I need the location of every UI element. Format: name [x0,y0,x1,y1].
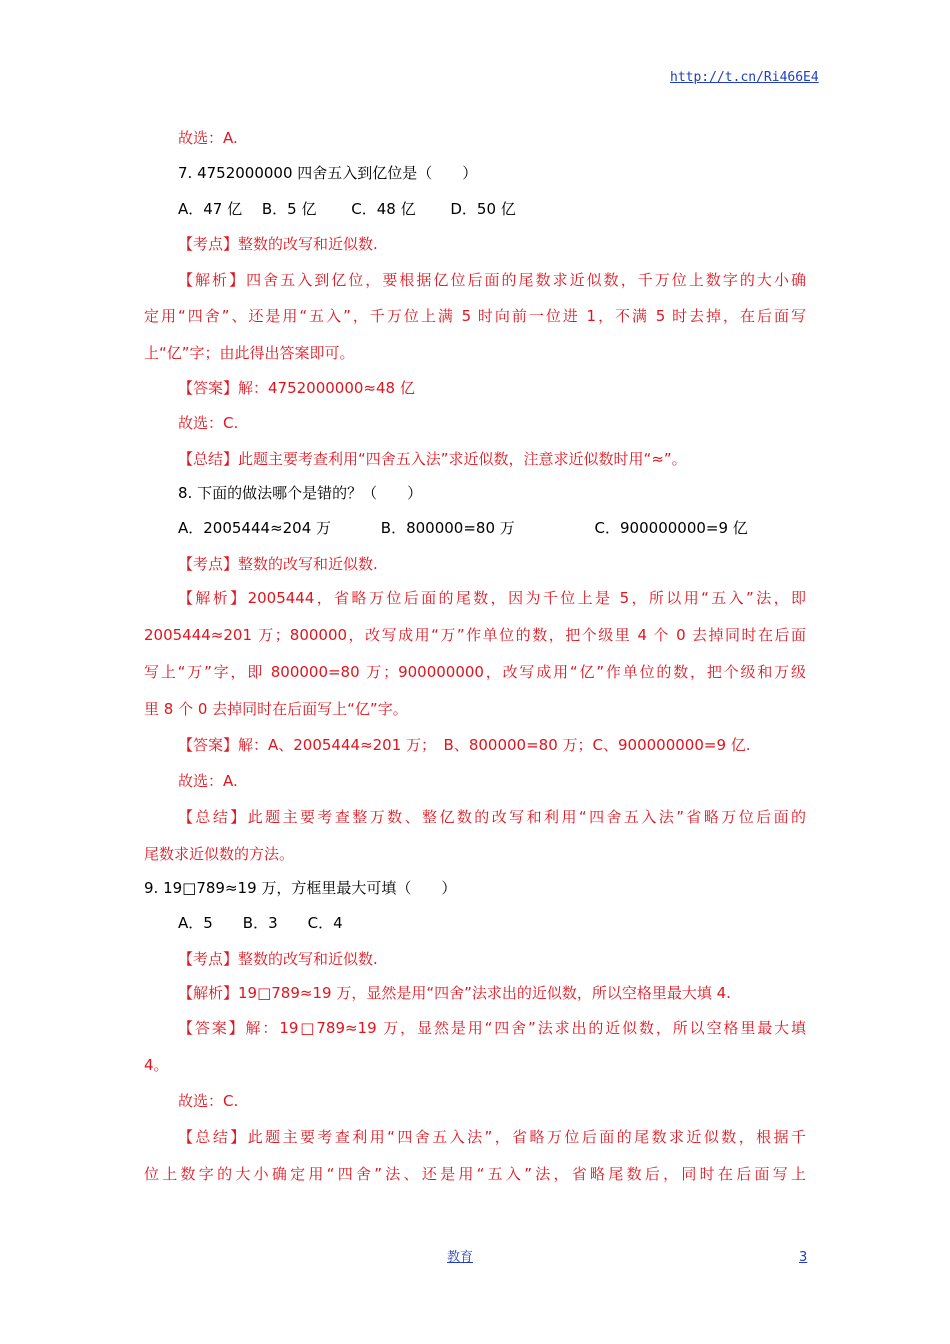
text-line: 故选：C. [178,414,239,432]
text-line: 4。 [144,1056,169,1074]
text-line: 【总结】此题主要考查利用“四舍五入法”求近似数，注意求近似数时用“≈”。 [178,450,687,468]
text-line: 尾数求近似数的方法。 [144,845,295,863]
text-line: 【解析】19□789≈19 万，显然是用“四舍”法求出的近似数，所以空格里最大填 4. [178,984,731,1002]
text-line: 位上数字的大小确定用“四舍”法、还是用“五入”法，省略尾数后，同时在后面写上 [144,1165,806,1183]
text-line: 写上“万”字，即 800000=80 万；900000000，改写成用“亿”作单位的数，把个级和万级 [144,663,806,681]
question-7: 7. 4752000000 四舍五入到亿位是（ ） [178,164,478,182]
text-line: 【解析】四舍五入到亿位，要根据亿位后面的尾数求近似数，千万位上数字的大小确 [178,271,806,289]
text-line: 【考点】整数的改写和近似数. [178,555,378,573]
text-line: 定用“四舍”、还是用“五入”，千万位上满 5 时向前一位进 1，不满 5 时去掉，在后面写 [144,307,806,325]
text-line: 【考点】整数的改写和近似数. [178,950,378,968]
text-line: 故选：C. [178,1092,239,1110]
text-line: 故选：A. [178,772,238,790]
header-url[interactable]: http://t.cn/Ri466E4 [670,70,819,85]
text-line: 【解析】2005444，省略万位后面的尾数，因为千位上是 5，所以用“五入”法，即 [178,589,806,607]
question-8-options: A．2005444≈204 万 B．800000=80 万 C．900000000=9 亿 [178,519,748,537]
text-line: 【答案】解：4752000000≈48 亿 [178,379,415,397]
question-9-options: A．5 B．3 C．4 [178,914,343,932]
text-line: 【答案】解：19□789≈19 万，显然是用“四舍”法求出的近似数，所以空格里最大填 [178,1019,806,1037]
question-9: 9. 19□789≈19 万，方框里最大可填（ ） [144,879,457,897]
text-line: 【考点】整数的改写和近似数. [178,235,378,253]
footer-label[interactable]: 教育 [447,1250,474,1265]
text-line: 故选：A. [178,129,238,147]
text-line: 里 8 个 0 去掉同时在后面写上“亿”字。 [144,700,408,718]
text-line: 【总结】此题主要考查利用“四舍五入法”，省略万位后面的尾数求近似数，根据千 [178,1128,806,1146]
text-line: 【总结】此题主要考查整万数、整亿数的改写和利用“四舍五入法”省略万位后面的 [178,808,806,826]
question-8: 8. 下面的做法哪个是错的？（ ） [178,484,423,502]
page-number[interactable]: 3 [799,1250,808,1265]
text-line: 上“亿”字；由此得出答案即可。 [144,344,355,362]
question-7-options: A．47 亿 B．5 亿 C．48 亿 D．50 亿 [178,200,516,218]
text-line: 2005444≈201 万；800000，改写成用“万”作单位的数，把个级里 4 个 0 去掉同时在后面 [144,626,806,644]
text-line: 【答案】解：A、2005444≈201 万； B、800000=80 万；C、900000000=9 亿. [178,736,751,754]
